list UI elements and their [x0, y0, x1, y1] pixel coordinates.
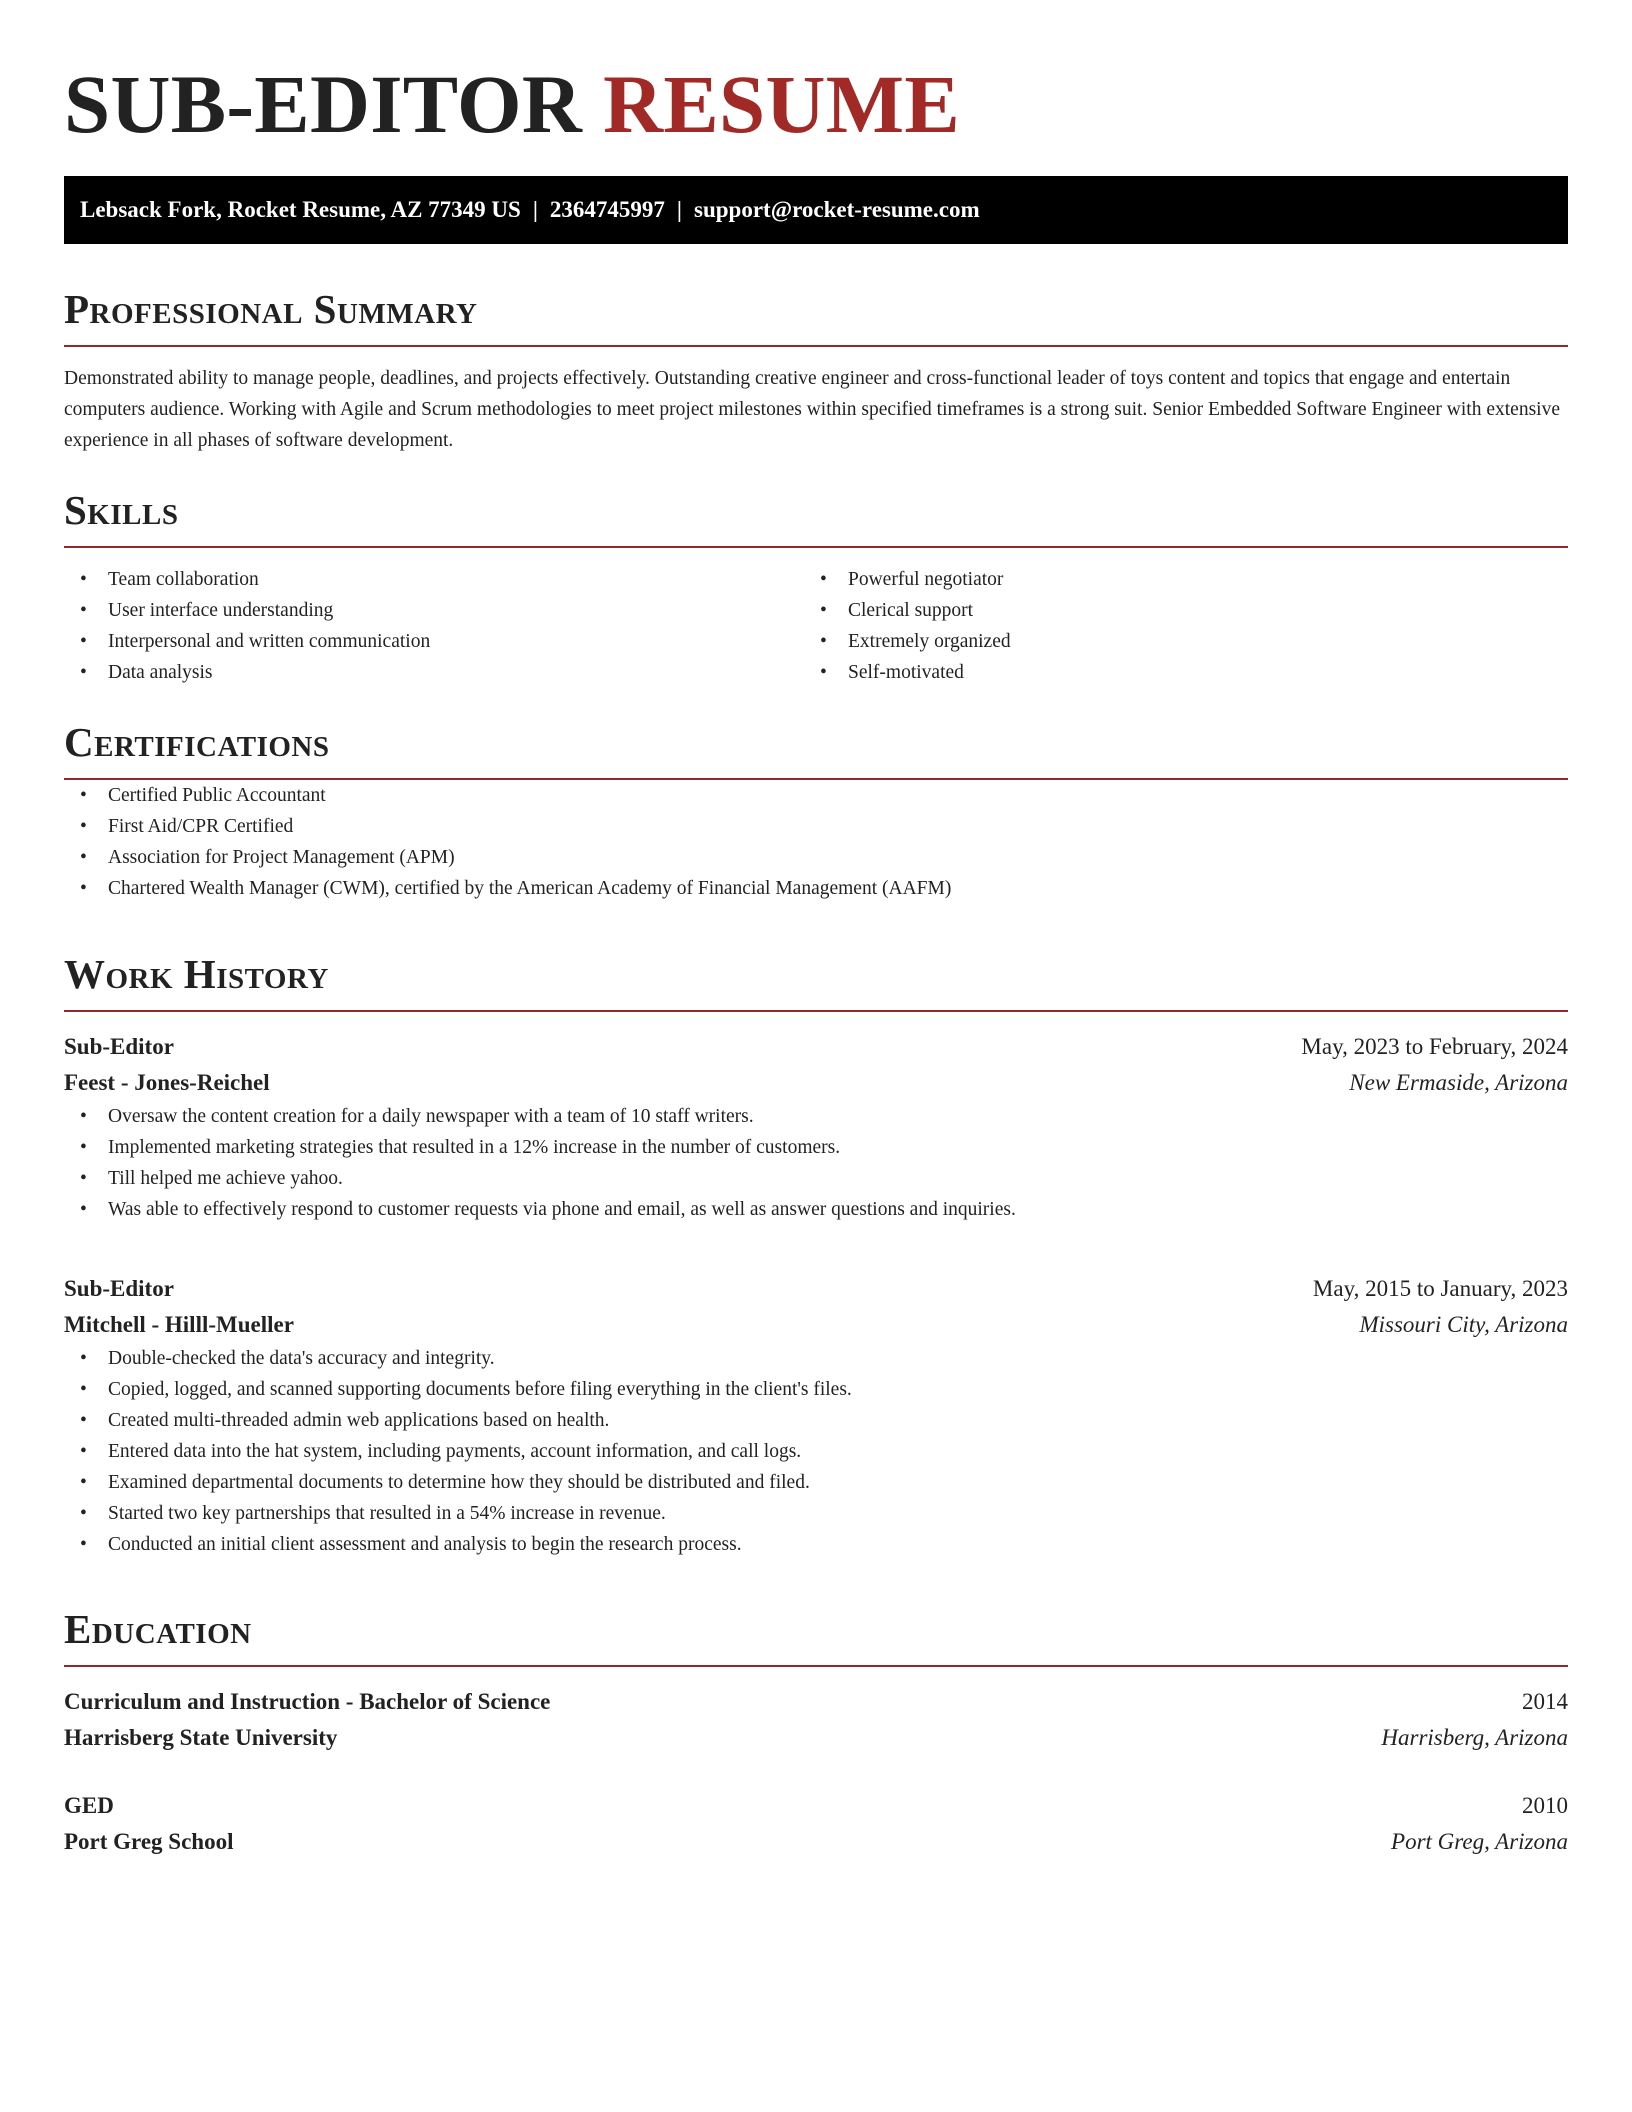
- education-entry: [64, 1684, 1568, 1756]
- education-school: Harrisberg State University: [64, 1725, 338, 1750]
- job-location: New Ermaside, Arizona: [1349, 1070, 1568, 1095]
- education-school-row: [64, 1824, 1568, 1860]
- job-bullet: • Implemented marketing strategies that resulted in a 12% increase in the number of customers.: [64, 1132, 1568, 1163]
- section-divider: [64, 1665, 1568, 1667]
- certification-item: • First Aid/CPR Certified: [64, 811, 1568, 842]
- job-header-row: [64, 1271, 1568, 1307]
- skill-item: • Powerful negotiator: [804, 564, 1544, 595]
- job-company-row: [64, 1065, 1568, 1101]
- job-bullet: • Entered data into the hat system, including payments, account information, and call logs.: [64, 1436, 1568, 1467]
- skills-list-left: [64, 564, 804, 688]
- certification-item: • Certified Public Accountant: [64, 780, 1568, 811]
- section-heading-skills: Skills: [64, 487, 179, 533]
- contact-separator: |: [676, 197, 682, 222]
- skill-item: • Self-motivated: [804, 657, 1544, 688]
- skill-item: • Extremely organized: [804, 626, 1544, 657]
- skill-item: • Clerical support: [804, 595, 1544, 626]
- education-header-row: [64, 1684, 1568, 1720]
- job-bullet: • Created multi-threaded admin web applications based on health.: [64, 1405, 1568, 1436]
- contact-separator: |: [532, 197, 538, 222]
- skill-item: • Data analysis: [64, 657, 804, 688]
- job-bullet: • Examined departmental documents to determine how they should be distributed and filed.: [64, 1467, 1568, 1498]
- job-bullets: [64, 1343, 1568, 1560]
- section-divider: [64, 1010, 1568, 1012]
- education-entry: [64, 1788, 1568, 1860]
- education-location: Port Greg, Arizona: [1391, 1829, 1568, 1854]
- job-entry: [64, 1271, 1568, 1560]
- job-location: Missouri City, Arizona: [1359, 1312, 1568, 1337]
- job-bullet: • Oversaw the content creation for a daily newspaper with a team of 10 staff writers.: [64, 1101, 1568, 1132]
- contact-email: support@rocket-resume.com: [694, 197, 980, 222]
- certifications-section: [64, 718, 1568, 904]
- skill-item: • Team collaboration: [64, 564, 804, 595]
- job-dates: May, 2023 to February, 2024: [1301, 1034, 1568, 1059]
- work-history-section: [64, 950, 1568, 1012]
- section-divider: [64, 345, 1568, 347]
- education-degree: GED: [64, 1793, 114, 1818]
- job-company-row: [64, 1307, 1568, 1343]
- certification-item: • Chartered Wealth Manager (CWM), certified by the American Academy of Financial Management (AAFM): [64, 873, 1568, 904]
- job-bullet: • Copied, logged, and scanned supporting documents before filing everything in the client's files.: [64, 1374, 1568, 1405]
- education-section: [64, 1605, 1568, 1667]
- job-bullet: • Was able to effectively respond to customer requests via phone and email, as well as answer questions and inquiries.: [64, 1194, 1568, 1225]
- skills-section: [64, 486, 1568, 688]
- skill-item: • User interface understanding: [64, 595, 804, 626]
- section-heading-education: Education: [64, 1606, 252, 1652]
- title-role: SUB-EDITOR: [64, 58, 583, 150]
- skills-list-right: [804, 564, 1544, 688]
- certifications-list: [64, 780, 1568, 904]
- certification-item: • Association for Project Management (APM): [64, 842, 1568, 873]
- section-heading-certifications: Certifications: [64, 719, 330, 765]
- job-company: Feest - Jones-Reichel: [64, 1070, 270, 1095]
- section-divider: [64, 546, 1568, 548]
- education-header-row: [64, 1788, 1568, 1824]
- job-bullet: • Till helped me achieve yahoo.: [64, 1163, 1568, 1194]
- job-dates: May, 2015 to January, 2023: [1312, 1276, 1568, 1301]
- skill-item: • Interpersonal and written communication: [64, 626, 804, 657]
- job-bullet: • Conducted an initial client assessment and analysis to begin the research process.: [64, 1529, 1568, 1560]
- job-header-row: [64, 1029, 1568, 1065]
- title-resume-word: RESUME: [603, 58, 961, 150]
- contact-bar: [64, 176, 1568, 244]
- education-location: Harrisberg, Arizona: [1381, 1725, 1568, 1750]
- job-bullets: [64, 1101, 1568, 1225]
- summary-section: [64, 285, 1568, 456]
- job-entry: [64, 1029, 1568, 1225]
- education-year: 2010: [1522, 1793, 1568, 1818]
- education-degree: Curriculum and Instruction - Bachelor of Science: [64, 1689, 551, 1714]
- education-school-row: [64, 1720, 1568, 1756]
- section-heading-summary: Professional Summary: [64, 286, 478, 332]
- job-title: Sub-Editor: [64, 1034, 174, 1059]
- job-title: Sub-Editor: [64, 1276, 174, 1301]
- education-school: Port Greg School: [64, 1829, 234, 1854]
- job-bullet: • Double-checked the data's accuracy and integrity.: [64, 1343, 1568, 1374]
- education-year: 2014: [1522, 1689, 1568, 1714]
- summary-text: Demonstrated ability to manage people, deadlines, and projects effectively. Outstanding creative engineer and cross-functional leader of toys content and topics that engage and entertain computers audience. Working with Agile and Scrum methodologies to meet project milestones within specified timeframes is a strong suit. Senior Embedded Software Engineer with extensive experience in all phases of software development.: [64, 368, 1560, 451]
- job-bullet: • Started two key partnerships that resulted in a 54% increase in revenue.: [64, 1498, 1568, 1529]
- resume-title: [64, 58, 960, 150]
- job-company: Mitchell - Hilll-Mueller: [64, 1312, 294, 1337]
- skills-grid: [64, 564, 1568, 688]
- contact-phone: 2364745997: [549, 197, 665, 222]
- contact-address: Lebsack Fork, Rocket Resume, AZ 77349 US: [80, 197, 521, 222]
- section-heading-work-history: Work History: [64, 951, 329, 997]
